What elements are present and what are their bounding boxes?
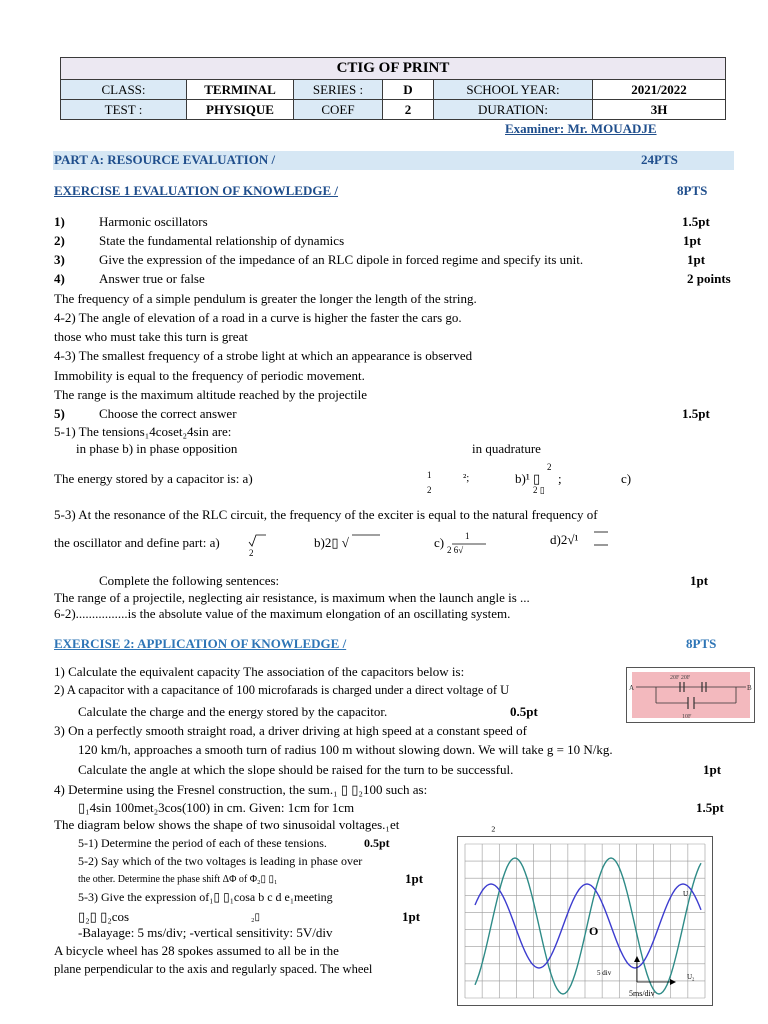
ex2-line-10: 5-1) Determine the period of each of these tensions.: [78, 836, 327, 850]
cap-bottom-label: 10F: [682, 714, 692, 720]
q6-points: 1pt: [690, 573, 709, 588]
q4-text: Answer true or false: [99, 271, 205, 286]
coef-label: COEF: [294, 100, 383, 120]
ex2-line-8-points: 1.5pt: [696, 800, 724, 815]
ex2-line-1: 1) Calculate the equivalent capacity The association of the capacitors below is:: [54, 664, 465, 679]
ex2-line-13: 5-3) Give the expression of₁▯ ▯₁cosa b c d e₁meeting: [78, 890, 333, 904]
ex1-line-8b: in quadrature: [472, 441, 541, 456]
ex2-line-9: The diagram below shows the shape of two sinusoidal voltages.₁et: [54, 817, 400, 832]
ex2-line-12-points: 1pt: [405, 871, 424, 886]
ex1-line-3: those who must take this turn is great: [54, 329, 248, 344]
answer-c: c): [434, 535, 445, 550]
q4-number: 4): [54, 271, 65, 286]
energy-b-semicolon: ;: [558, 471, 562, 486]
answer-d-bars: [594, 530, 610, 548]
ex2-line-3: Calculate the charge and the energy stored by the capacitor.: [78, 704, 388, 719]
ex2-line-14-points: 1pt: [402, 909, 421, 924]
cap-top-label: 20F 20F: [670, 675, 691, 681]
year-label: SCHOOL YEAR:: [434, 80, 593, 100]
energy-b: b)¹ ▯: [515, 471, 541, 486]
ex2-line-7: 4) Determine using the Fresnel construction, the sum.₁ ▯ ▯₂100 such as:: [54, 782, 428, 797]
part-a-title: PART A: RESOURCE EVALUATION /: [54, 152, 276, 167]
q2-number: 2): [54, 233, 65, 248]
examiner: Examiner: Mr. MOUADJE: [505, 121, 657, 136]
ex2-line-9-tail: ₂: [491, 817, 496, 832]
oscillogram-figure: [457, 836, 713, 1006]
ex2-line-5: 120 km/h, approaches a smooth turn of radius 100 m without slowing down. We will take g = 10 N/kg.: [78, 742, 613, 757]
q1-number: 1): [54, 214, 65, 229]
ex2-line-8: ▯₁4sin 100met₂3cos(100) in cm. Given: 1cm for 1cm: [78, 800, 355, 815]
coef-value: 2: [383, 100, 434, 120]
series-value: D: [383, 80, 434, 100]
curve1-label: U: [683, 890, 689, 898]
q4-points: 2 points: [687, 271, 731, 286]
ex1-line-4: 4-3) The smallest frequency of a strobe light at which an appearance is observed: [54, 348, 473, 363]
q3-text: Give the expression of the impedance of an RLC dipole in forced regime and specify its unit.: [99, 252, 584, 267]
exercise2-points: 8PTS: [686, 636, 717, 651]
q3-points: 1pt: [687, 252, 706, 267]
duration-label: DURATION:: [434, 100, 593, 120]
ex1-line-2: 4-2) The angle of elevation of a road in a curve is higher the faster the cars go.: [54, 310, 462, 325]
cap-terminal-b: B: [747, 684, 752, 692]
energy-frac-num: 1: [427, 470, 432, 480]
year-value: 2021/2022: [593, 80, 726, 100]
energy-a-exp: ²;: [463, 472, 470, 484]
class-label: CLASS:: [61, 80, 187, 100]
q5-number: 5): [54, 406, 65, 421]
answer-a-den: 2: [249, 548, 254, 558]
series-label: SERIES :: [294, 80, 383, 100]
ex2-line-16: A bicycle wheel has 28 spokes assumed to all be in the: [54, 943, 339, 958]
ex2-line-14-b: ₂▯: [251, 912, 260, 923]
ex2-line-17: plane perpendicular to the axis and regularly spaced. The wheel: [54, 962, 373, 976]
header-table: [60, 57, 726, 120]
ex2-line-2: 2) A capacitor with a capacitance of 100 microfarads is charged under a direct voltage of U: [54, 683, 510, 697]
test-label: TEST :: [61, 100, 187, 120]
answer-b: b)2▯ √: [314, 535, 349, 550]
q2-points: 1pt: [683, 233, 702, 248]
duration-value: 3H: [593, 100, 726, 120]
ex2-line-15: -Balayage: 5 ms/div; -vertical sensitivity: 5V/div: [78, 925, 333, 940]
ex1-line-13: 6-2)................is the absolute value of the maximum elongation of an oscillating system.: [54, 606, 511, 621]
ex2-line-4: 3) On a perfectly smooth straight road, a driver driving at high speed at a constant speed of: [54, 723, 527, 738]
doc-title: CTIG OF PRINT: [61, 58, 726, 80]
energy-frac-den: 2: [427, 485, 432, 495]
energy-c: c): [621, 471, 632, 486]
ex1-line-11: the oscillator and define part: a): [54, 535, 220, 550]
q5-points: 1.5pt: [682, 406, 710, 421]
ex1-line-6: The range is the maximum altitude reached by the projectile: [54, 387, 367, 402]
ex2-line-3-points: 0.5pt: [510, 704, 538, 719]
answer-c-num: 1: [465, 531, 470, 541]
ex2-line-12: the other. Determine the phase shift ΔΦ of Φ₂▯ ▯₁: [78, 874, 278, 885]
ex2-line-14: ▯₂▯ ▯₂cos: [78, 909, 130, 924]
curve2-label: U₂: [687, 973, 695, 981]
answer-d: d)2√¹: [550, 532, 579, 547]
ex2-line-11: 5-2) Say which of the two voltages is leading in phase over: [78, 854, 363, 868]
ex2-line-6: Calculate the angle at which the slope should be raised for the turn to be successful.: [78, 762, 514, 777]
ex1-line-7: 5-1) The tensions₁4coset₂4sin are:: [54, 424, 232, 439]
answer-c-den: 2 6√: [447, 545, 464, 555]
sensitivity-label: 5 div: [597, 969, 612, 977]
q1-text: Harmonic oscillators: [99, 214, 208, 229]
cap-terminal-a: A: [629, 684, 635, 692]
ex1-line-10: 5-3) At the resonance of the RLC circuit, the frequency of the exciter is equal to the natural frequency of: [54, 507, 598, 522]
ex1-line-1: The frequency of a simple pendulum is greater the longer the length of the string.: [54, 291, 477, 306]
origin-label: O: [589, 924, 599, 938]
energy-b-den: 2 ▯: [533, 485, 545, 495]
exercise2-title: EXERCISE 2: APPLICATION OF KNOWLEDGE /: [54, 636, 347, 651]
q5-text: Choose the correct answer: [99, 406, 237, 421]
exercise1-title: EXERCISE 1 EVALUATION OF KNOWLEDGE /: [54, 183, 339, 198]
sqrt-a-icon: [248, 534, 266, 548]
ex1-line-9: The energy stored by a capacitor is: a): [54, 471, 253, 486]
part-a-points: 24PTS: [641, 152, 678, 167]
ex2-line-6-points: 1pt: [703, 762, 722, 777]
time-base-label: 5ms/div: [629, 989, 655, 998]
q3-number: 3): [54, 252, 65, 267]
q2-text: State the fundamental relationship of dynamics: [99, 233, 345, 248]
q6-text: Complete the following sentences:: [99, 573, 280, 588]
sqrt-b-bar: [352, 534, 380, 544]
q1-points: 1.5pt: [682, 214, 710, 229]
ex1-line-12: The range of a projectile, neglecting air resistance, is maximum when the launch angle is ...: [54, 590, 530, 605]
energy-b-sup: 2: [547, 462, 552, 472]
ex2-line-10-points: 0.5pt: [364, 836, 390, 850]
exercise1-points: 8PTS: [677, 183, 708, 198]
ex1-line-8a: in phase b) in phase opposition: [76, 441, 238, 456]
test-value: PHYSIQUE: [187, 100, 294, 120]
capacitor-association-figure: [626, 667, 755, 723]
class-value: TERMINAL: [187, 80, 294, 100]
ex1-line-5: Immobility is equal to the frequency of periodic movement.: [54, 368, 365, 383]
